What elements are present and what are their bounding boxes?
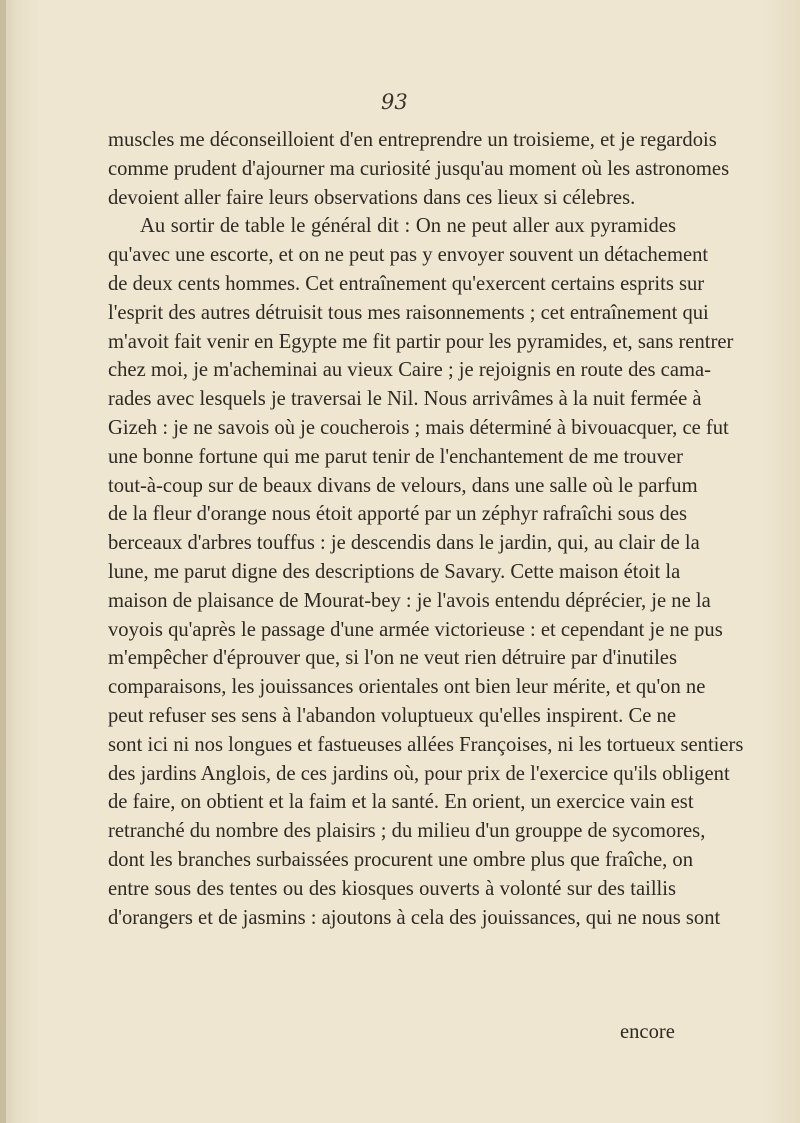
text-line: l'esprit des autres détruisit tous mes raisonnements ; cet entraînement qui [108, 301, 709, 324]
text-line: des jardins Anglois, de ces jardins où, pour prix de l'exercice qu'ils obligent [108, 762, 730, 785]
catchword: encore [620, 1021, 675, 1043]
text-line: lune, me parut digne des descriptions de Savary. Cette maison étoit la [108, 560, 681, 583]
text-line: de deux cents hommes. Cet entraînement qu'exercent certains esprits sur [108, 272, 705, 295]
text-line: Gizeh : je ne savois où je coucherois ; mais déterminé à bivouacquer, ce fut [108, 416, 729, 439]
page-number: 93 [381, 90, 408, 114]
text-line: de faire, on obtient et la faim et la santé. En orient, un exercice vain est [108, 791, 694, 814]
text-line: m'empêcher d'éprouver que, si l'on ne veut rien détruire par d'inutiles [108, 647, 677, 670]
text-line: comme prudent d'ajourner ma curiosité jusqu'au moment où les astronomes [108, 157, 730, 180]
text-line: sont ici ni nos longues et fastueuses allées Françoises, ni les tortueux sentiers [108, 733, 744, 756]
text-line: maison de plaisance de Mourat-bey : je l'avois entendu déprécier, je ne la [108, 589, 711, 612]
text-line: m'avoit fait venir en Egypte me fit partir pour les pyramides, et, sans rentrer [108, 330, 734, 353]
text-line: entre sous des tentes ou des kiosques ouverts à volonté sur des taillis [108, 877, 676, 900]
text-line: peut refuser ses sens à l'abandon voluptueux qu'elles inspirent. Ce ne [108, 704, 676, 727]
text-line: d'orangers et de jasmins : ajoutons à cela des jouissances, qui ne nous sont [108, 906, 721, 929]
text-line: de la fleur d'orange nous étoit apporté par un zéphyr rafraîchi sous des [108, 503, 687, 526]
text-line: dont les branches surbaissées procurent une ombre plus que fraîche, on [108, 848, 694, 871]
text-line: Au sortir de table le général dit : On ne peut aller aux pyramides [140, 215, 676, 238]
text-line: comparaisons, les jouissances orientales ont bien leur mérite, et qu'on ne [108, 676, 706, 699]
text-line: muscles me déconseilloient d'en entreprendre un troisieme, et je regardois [108, 129, 717, 151]
text-line: voyois qu'après le passage d'une armée victorieuse : et cependant je ne pus [108, 618, 723, 641]
text-line: retranché du nombre des plaisirs ; du milieu d'un grouppe de sycomores, [108, 820, 706, 843]
text-line: chez moi, je m'acheminai au vieux Caire ; je rejoignis en route des cama- [108, 359, 711, 382]
text-line: rades avec lesquels je traversai le Nil. Nous arrivâmes à la nuit fermée à [108, 388, 702, 411]
body-text [108, 126, 744, 932]
text-line: tout-à-coup sur de beaux divans de velours, dans une salle où le parfum [108, 474, 698, 497]
text-line: une bonne fortune qui me parut tenir de l'enchantement de me trouver [108, 445, 683, 468]
text-line: berceaux d'arbres touffus : je descendis dans le jardin, qui, au clair de la [108, 532, 700, 555]
text-line: qu'avec une escorte, et on ne peut pas y envoyer souvent un détachement [108, 244, 709, 267]
text-line: devoient aller faire leurs observations dans ces lieux si célebres. [108, 186, 636, 209]
page-binding-edge [0, 0, 6, 1123]
